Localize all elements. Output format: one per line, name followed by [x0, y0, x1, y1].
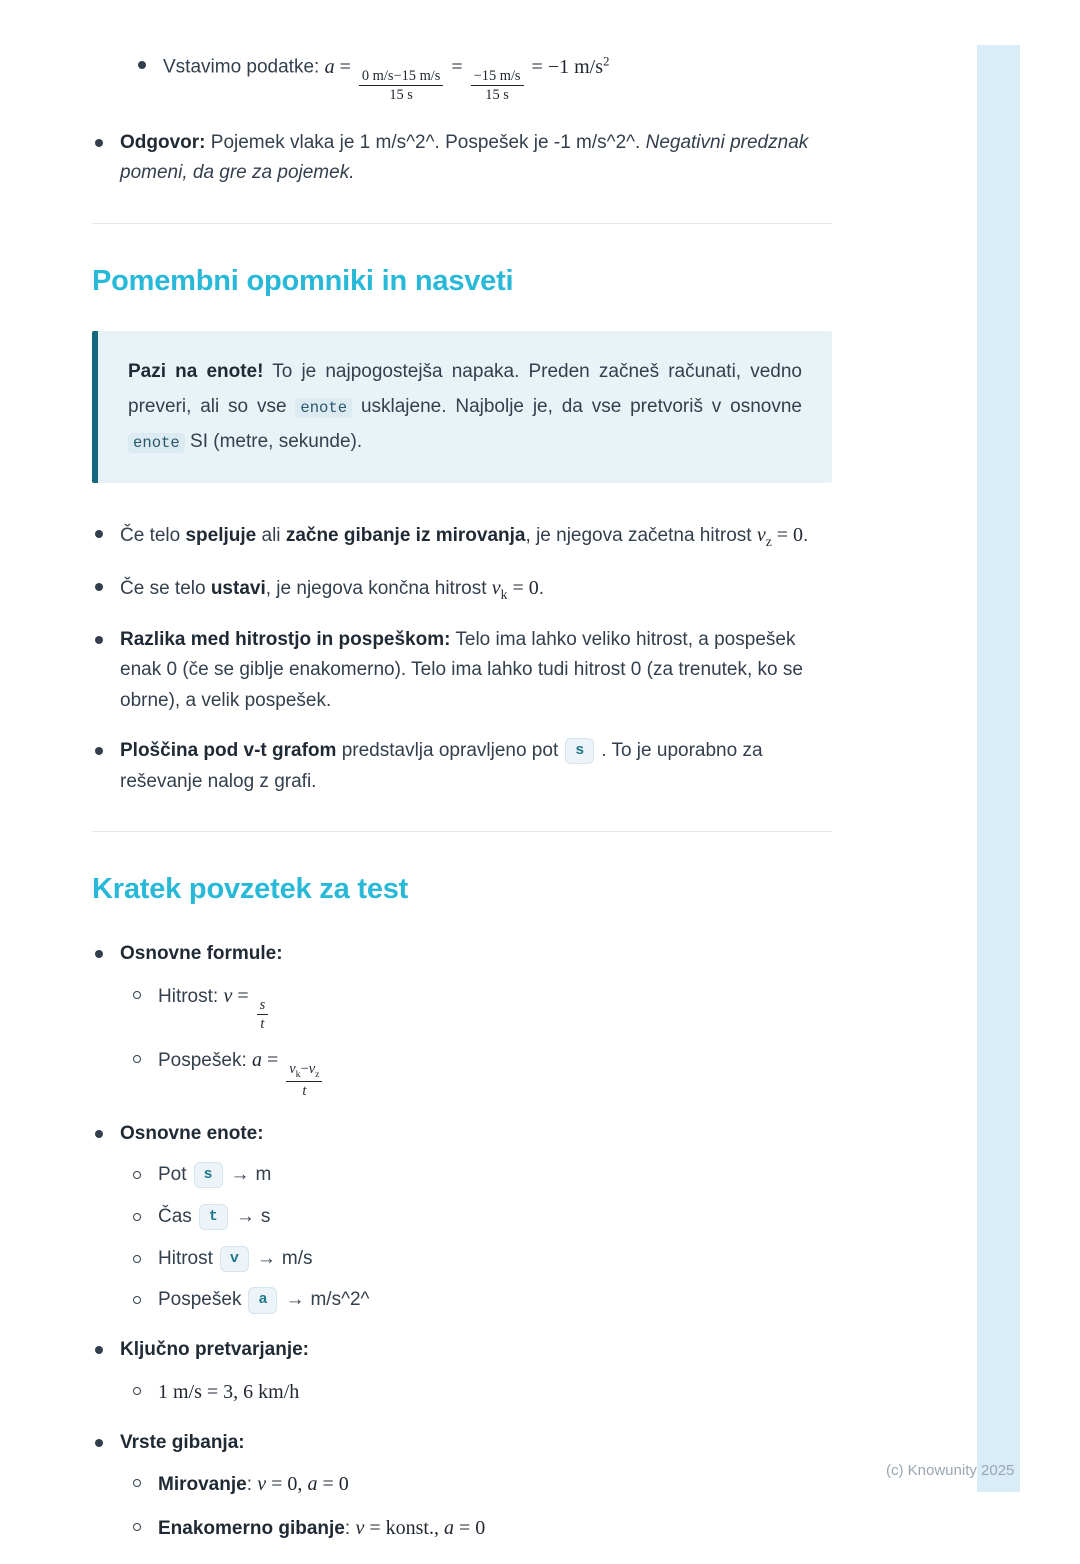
- math-equals: = 0: [317, 1473, 349, 1496]
- text-run-italic: Negativni predznak pomeni, da gre za pojemek.: [120, 131, 809, 184]
- text-run: Telo ima lahko veliko hitrost, a pospešek enak 0 (če se giblje enakomerno). Telo ima lahko tudi hitrost 0 (za trenutek, ko se obrne), a velik pospešek.: [120, 628, 803, 712]
- text-run: Če telo: [120, 524, 186, 546]
- bullet-marker-open: [133, 1213, 141, 1221]
- inline-code-enote: enote: [128, 433, 185, 453]
- text-run: Vstavimo podatke:: [163, 56, 325, 78]
- list-item-text: [158, 1376, 832, 1409]
- math-equals: = konst.,: [364, 1517, 444, 1540]
- math-minus: −: [300, 1061, 309, 1078]
- math-expression: [756, 523, 804, 549]
- bullet-marker-open: [133, 1296, 141, 1304]
- text-run: Pot: [158, 1164, 187, 1186]
- math-variable: v: [289, 1061, 296, 1078]
- list-item-unit-acceleration: [130, 1285, 832, 1316]
- fraction-denominator: 15 s: [389, 86, 413, 103]
- fraction-denominator: t: [302, 1083, 307, 1100]
- bullet-marker: [95, 139, 103, 147]
- copyright-note: (c) Knowunity 2025: [886, 1462, 1015, 1479]
- fraction-numerator: [286, 1060, 322, 1082]
- list-item-text: [158, 1512, 832, 1545]
- math-expression: [491, 576, 539, 602]
- math-variable: a: [443, 1517, 454, 1540]
- group-label: Ključno pretvarjanje:: [120, 1339, 309, 1361]
- text-run-bold: začne gibanje iz mirovanja: [285, 524, 526, 546]
- list-item-area-under-graph: [92, 736, 832, 798]
- bullet-marker: [95, 950, 103, 958]
- list-item-basic-units: [92, 1119, 832, 1327]
- list-item-answer: [92, 128, 832, 190]
- math-variable: v: [491, 576, 501, 599]
- list-item-text: [163, 50, 832, 104]
- math-subscript: z: [765, 533, 772, 549]
- bullet-marker-open: [133, 1055, 141, 1063]
- math-equals: =: [334, 55, 356, 78]
- document-content: [92, 50, 832, 1564]
- math-expression: [257, 1473, 348, 1495]
- unit-text: m/s^2^: [310, 1289, 370, 1311]
- text-run: Pospešek: [158, 1289, 242, 1311]
- list-item-text: [158, 1202, 832, 1233]
- bullet-marker-open: [133, 991, 141, 999]
- list-item-text: [120, 736, 832, 798]
- bullet-marker: [95, 583, 103, 591]
- unit-text: m/s: [281, 1247, 313, 1269]
- math-equals: =: [526, 55, 548, 78]
- text-run: :: [344, 1518, 356, 1540]
- list-item-text: [120, 572, 832, 606]
- sub-list: [130, 1376, 832, 1409]
- arrow-icon: →: [235, 1205, 255, 1227]
- arrow-icon: →: [285, 1289, 305, 1311]
- list-item-unit-speed: [130, 1244, 832, 1275]
- arrow-icon: →: [230, 1164, 250, 1186]
- math-expression: [223, 985, 271, 1033]
- section-divider: [92, 831, 832, 832]
- text-run: .: [803, 524, 809, 546]
- text-run: . To je uporabno za reševanje nalog z grafi.: [120, 739, 763, 792]
- list-item-text: [158, 1285, 832, 1316]
- math-equals: =: [232, 985, 254, 1008]
- list-item-text: [120, 1335, 832, 1420]
- sub-list: [130, 1468, 832, 1545]
- list-item-text: [120, 1428, 832, 1556]
- list-item-text: [158, 1468, 832, 1501]
- math-variable: a: [252, 1049, 262, 1072]
- bullet-marker: [95, 1130, 103, 1138]
- math-fraction: [257, 996, 269, 1033]
- math-fraction: [471, 67, 524, 104]
- list-item-text: [158, 1160, 832, 1191]
- text-run: Čas: [158, 1205, 192, 1227]
- text-run: Če se telo: [120, 577, 211, 599]
- list-item-acceleration-formula: [130, 1044, 832, 1100]
- list-item-basic-formulas: [92, 939, 832, 1111]
- math-fraction: [286, 1060, 322, 1100]
- code-chip-a: a: [248, 1287, 277, 1313]
- list-item-unit-path: [130, 1160, 832, 1191]
- list-item-speed-vs-acceleration: [92, 625, 832, 717]
- text-run: , je njegova začetna hitrost: [525, 524, 757, 546]
- page-edge-strip: [977, 45, 1020, 1492]
- text-run-bold: speljuje: [185, 524, 257, 546]
- sub-list: [130, 1160, 832, 1316]
- list-item-substitute-data: [135, 50, 832, 104]
- math-superscript: 2: [603, 53, 610, 68]
- list-item-text: [120, 519, 832, 553]
- list-item-key-conversion: [92, 1335, 832, 1420]
- math-equals: =: [446, 55, 468, 78]
- math-variable: a: [324, 55, 335, 78]
- text-run: Hitrost: [158, 1247, 213, 1269]
- bullet-marker-open: [133, 1479, 141, 1487]
- math-equals: = 0: [453, 1517, 486, 1540]
- list-item-speed-formula: [130, 980, 832, 1033]
- code-chip-v: v: [220, 1246, 249, 1272]
- fraction-denominator: 15 s: [485, 86, 509, 103]
- list-item-unit-time: [130, 1202, 832, 1233]
- list-item-final-speed: [92, 572, 832, 606]
- callout-lead: Pazi na enote!: [128, 361, 264, 383]
- answer-label: Odgovor:: [120, 131, 206, 153]
- unit-text: m: [255, 1164, 272, 1186]
- math-expression: [355, 1517, 485, 1539]
- text-run: SI (metre, sekunde).: [184, 431, 363, 453]
- text-run: predstavlja opravljeno pot: [336, 739, 559, 761]
- math-variable: a: [307, 1473, 318, 1496]
- math-variable: v: [756, 523, 766, 546]
- unit-text: s: [260, 1205, 271, 1227]
- text-run: To je najpogostejša napaka. Preden začneš računati, vedno preveri, ali so vse: [128, 361, 802, 418]
- group-label: Osnovne enote:: [120, 1123, 264, 1145]
- math-variable: v: [308, 1061, 316, 1078]
- text-run: ali: [256, 524, 286, 546]
- text-run: Pojemek vlaka je 1 m/s^2^. Pospešek je -1 m/s^2^.: [205, 131, 646, 153]
- section-heading-summary: Kratek povzetek za test: [92, 873, 409, 906]
- text-run: Pospešek:: [158, 1050, 252, 1072]
- text-run-bold: Ploščina pod v-t grafom: [120, 739, 337, 761]
- math-variable: v: [257, 1473, 267, 1496]
- math-equals: =: [262, 1049, 284, 1072]
- list-item-motion-types: [92, 1428, 832, 1556]
- math-equals: = 0: [507, 576, 539, 599]
- section-heading-reminders: Pomembni opomniki in nasveti: [92, 265, 514, 298]
- list-item-text: [120, 625, 832, 717]
- arrow-icon: →: [256, 1247, 276, 1269]
- text-run: , je njegova končna hitrost: [265, 577, 492, 599]
- bullet-marker: [95, 747, 103, 755]
- fraction-numerator: −15 m/s: [471, 67, 524, 86]
- math-subscript: z: [315, 1069, 320, 1081]
- text-run-bold: Enakomerno gibanje: [158, 1518, 345, 1540]
- math-variable: v: [223, 985, 233, 1008]
- inline-code-enote: enote: [295, 398, 352, 418]
- text-run: Hitrost:: [158, 986, 224, 1008]
- math-equals: = 0,: [266, 1473, 308, 1496]
- bullet-marker: [95, 1346, 103, 1354]
- list-item-uniform-motion: [130, 1512, 832, 1545]
- code-chip-s: s: [194, 1162, 223, 1188]
- math-fraction: [359, 67, 443, 104]
- text-run-bold: Mirovanje: [158, 1474, 247, 1496]
- math-subscript: k: [295, 1069, 301, 1081]
- bullet-marker: [95, 530, 103, 538]
- group-label: Osnovne formule:: [120, 943, 283, 965]
- sub-list: [130, 980, 832, 1100]
- bullet-marker-open: [133, 1523, 141, 1531]
- math-expression: [324, 53, 610, 103]
- math-subscript: k: [500, 586, 508, 602]
- text-run-bold: Razlika med hitrostjo in pospeškom:: [120, 628, 451, 650]
- bullet-marker-open: [133, 1171, 141, 1179]
- warning-callout: [92, 331, 832, 482]
- math-result: −1 m/s: [547, 55, 604, 78]
- text-run: :: [246, 1474, 258, 1496]
- list-item-initial-speed: [92, 519, 832, 553]
- math-equals: = 0: [771, 523, 804, 546]
- list-item-text: [158, 1044, 832, 1100]
- code-chip-t: t: [199, 1204, 228, 1230]
- math-expression: [252, 1049, 325, 1100]
- fraction-denominator: t: [260, 1016, 265, 1033]
- text-run: .: [538, 577, 545, 599]
- list-item-text: [158, 980, 832, 1033]
- list-item-rest: [130, 1468, 832, 1501]
- list-item-text: [120, 1119, 832, 1327]
- bullet-marker-open: [133, 1255, 141, 1263]
- code-chip-s: s: [565, 738, 594, 764]
- group-label: Vrste gibanja:: [120, 1431, 245, 1453]
- fraction-numerator: 0 m/s−15 m/s: [359, 67, 443, 86]
- section-divider: [92, 223, 832, 224]
- bullet-marker: [95, 1439, 103, 1447]
- bullet-marker: [138, 61, 146, 69]
- math-expression: 1 m/s = 3, 6 km/h: [158, 1380, 300, 1403]
- list-item-conversion: [130, 1376, 832, 1409]
- text-run: usklajene. Najbolje je, da vse pretvoriš v osnovne: [352, 396, 802, 418]
- bullet-marker: [95, 636, 103, 644]
- list-item-text: [120, 128, 832, 190]
- math-variable: v: [355, 1517, 365, 1540]
- list-item-text: [158, 1244, 832, 1275]
- text-run-bold: ustavi: [210, 577, 266, 599]
- list-item-text: [120, 939, 832, 1111]
- bullet-marker-open: [133, 1387, 141, 1395]
- fraction-numerator: s: [257, 996, 269, 1015]
